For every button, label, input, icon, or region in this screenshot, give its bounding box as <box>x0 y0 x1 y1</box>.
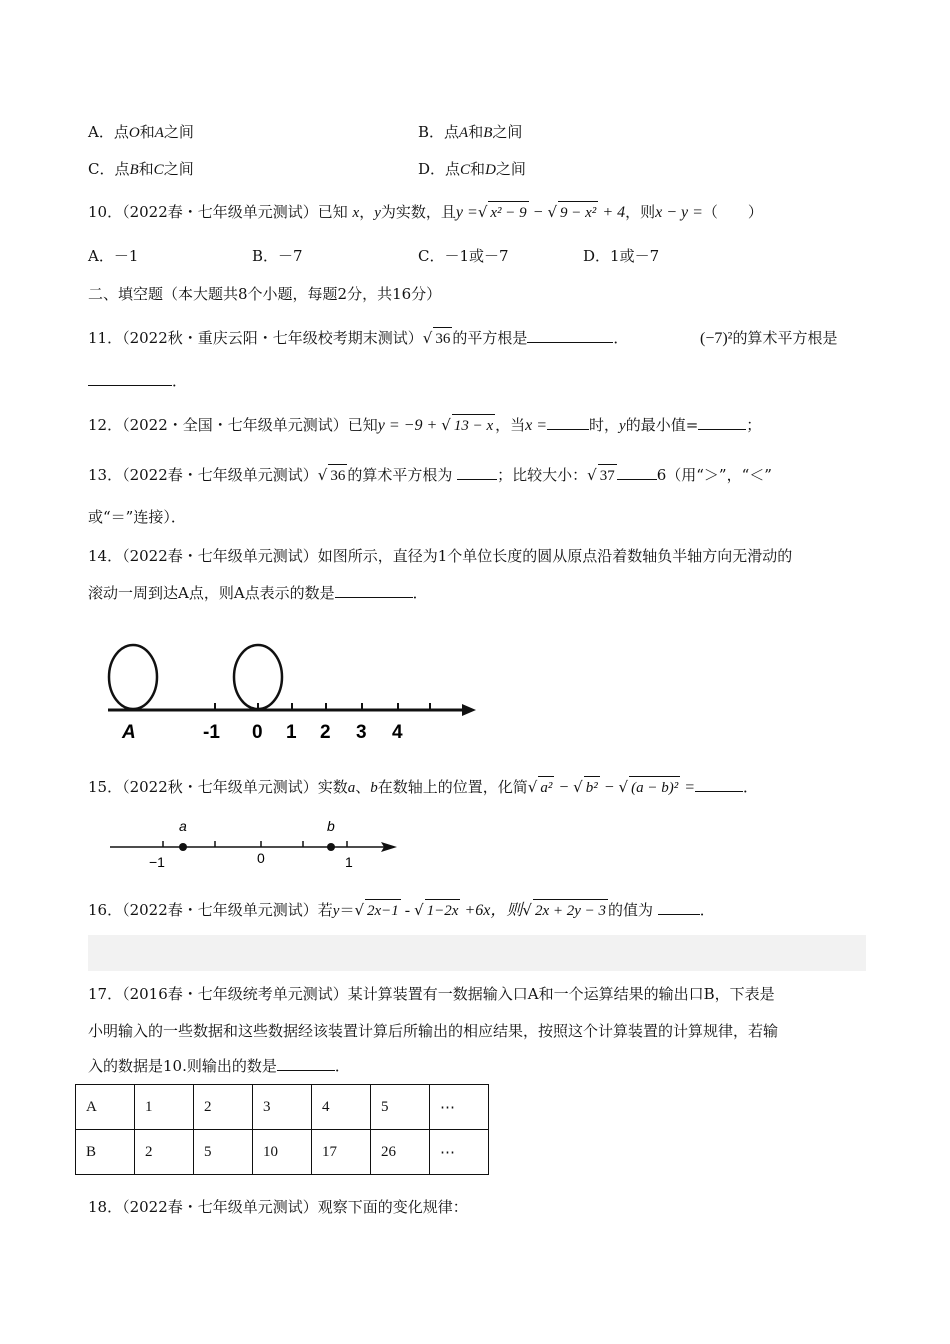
table-cell: 5 <box>194 1130 253 1175</box>
q9-option-c: C．点B和C之间 <box>88 160 194 178</box>
q16-line: 16．（2022春・七年级单元测试）若y＝√ 2x−1 - √ 1−2x +6x，则√ 2x + 2y − 3 的值为 ． <box>88 899 715 922</box>
table-cell: B <box>76 1130 135 1175</box>
tick-label-2: 2 <box>320 722 331 743</box>
table-cell: 4 <box>312 1085 371 1130</box>
q13-line1: 13．（2022春・七年级单元测试）√ 36 的算术平方根为 ；比较大小：√ 37 6（用“＞”，“＜” <box>88 464 772 487</box>
tick-label-neg1: −1 <box>149 854 165 870</box>
table-cell: A <box>76 1085 135 1130</box>
q14-line2: 滚动一周到达A点，则A点表示的数是 ． <box>88 584 428 602</box>
q17-line1: 17．（2016春・七年级统考单元测试）某计算装置有一数据输入口A和一个运算结果的输出口B，下表是 <box>88 985 775 1003</box>
table-cell: 3 <box>253 1085 312 1130</box>
tick-label-1: 1 <box>286 722 297 743</box>
tick-label-3: 3 <box>356 722 367 743</box>
q11-expr: (−7)²的算术平方根是 <box>700 329 838 347</box>
section-heading: 二、填空题（本大题共8个小题，每题2分，共16分） <box>88 285 442 303</box>
tick-label-4: 4 <box>392 722 403 743</box>
gray-band <box>88 935 866 971</box>
table-cell: 2 <box>194 1085 253 1130</box>
q13-line2: 或“＝”连接）． <box>88 508 186 526</box>
q14-line1: 14．（2022春・七年级单元测试）如图所示，直径为1个单位长度的圆从原点沿着数轴负半轴方向无滑动的 <box>88 547 793 565</box>
tick-label-neg1: -1 <box>203 722 220 743</box>
q9-option-d: D．点C和D之间 <box>418 160 526 178</box>
q14-rolling-circle-figure <box>100 640 485 750</box>
q10-stem: 10．（2022春・七年级单元测试）已知 x，y为实数，且y =√ x² − 9 − √ 9 − x² + 4，则x − y =（ ） <box>88 201 763 224</box>
tick-label-0: 0 <box>252 722 263 743</box>
circle-at-origin <box>234 645 282 709</box>
table-cell: 17 <box>312 1130 371 1175</box>
q11-line2: ． <box>88 370 187 392</box>
q12-line: 12．（2022・全国・七年级单元测试）已知y = −9 + √ 13 − x ，当x = 时，y的最小值= ； <box>88 414 761 437</box>
table-row <box>76 1085 489 1130</box>
table-cell: 1 <box>135 1085 194 1130</box>
circle-at-a <box>109 645 157 709</box>
table-cell: 2 <box>135 1130 194 1175</box>
tick-label-0: 0 <box>257 850 265 866</box>
label-b: b <box>327 818 335 834</box>
q10-option-a: A．－1 <box>88 247 139 265</box>
q17-io-table <box>75 1084 489 1175</box>
q18-line: 18．（2022春・七年级单元测试）观察下面的变化规律： <box>88 1198 468 1216</box>
point-b <box>327 843 335 851</box>
table-cell: 26 <box>371 1130 430 1175</box>
table-cell: ⋯ <box>430 1085 489 1130</box>
q10-option-c: C．－1或－7 <box>418 247 509 265</box>
q15-line: 15．（2022秋・七年级单元测试）实数a、b在数轴上的位置，化简√ a² − √ b² − √ (a − b)² = ． <box>88 776 758 799</box>
q9-option-b: B．点A和B之间 <box>418 123 523 141</box>
table-row <box>76 1130 489 1175</box>
table-cell: 10 <box>253 1130 312 1175</box>
q11-line1: 11．（2022秋・重庆云阳・七年级校考期末测试）√ 36 的平方根是 ． <box>88 327 628 350</box>
table-cell: 5 <box>371 1085 430 1130</box>
q17-line2: 小明输入的一些数据和这些数据经该装置计算后所输出的相应结果，按照这个计算装置的计算规律，若输 <box>88 1022 779 1040</box>
q15-number-line-figure <box>105 815 405 871</box>
q10-option-d: D．1或－7 <box>583 247 660 265</box>
q17-line3: 入的数据是10.则输出的数是 ． <box>88 1057 350 1075</box>
axis-arrow <box>462 704 476 716</box>
label-a: a <box>179 818 187 834</box>
q9-option-a: A．点O和A之间 <box>88 123 194 141</box>
table-cell: ⋯ <box>430 1130 489 1175</box>
tick-label-1: 1 <box>345 854 353 870</box>
q10-option-b: B．－7 <box>252 247 303 265</box>
point-a <box>179 843 187 851</box>
label-a: A <box>122 722 136 743</box>
